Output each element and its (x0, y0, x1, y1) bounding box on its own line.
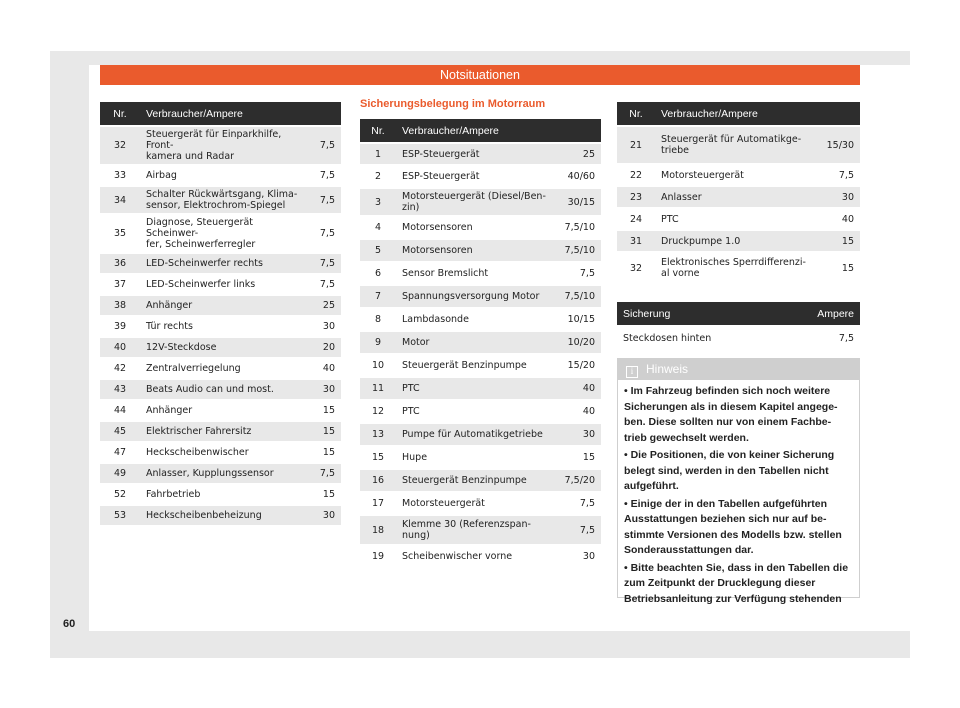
table-row (360, 447, 601, 468)
row-value: 30 (557, 424, 601, 445)
row-value: 10/15 (567, 314, 595, 325)
table-row (360, 217, 601, 238)
row-value: 7,5 (314, 464, 341, 483)
row-number: 45 (100, 422, 140, 441)
row-number: 18 (360, 516, 396, 544)
row-label: Beats Audio can und most. (140, 380, 314, 399)
row-number: 21 (617, 127, 655, 163)
row-label: Fahrbetrieb (146, 489, 201, 500)
row-label: Anlasser (655, 187, 819, 207)
row-value: 7,5/10 (564, 222, 595, 233)
row-value: 7,5 (579, 268, 595, 279)
row-label: Airbag (146, 170, 177, 181)
row-number: 6 (374, 268, 382, 279)
row-value: 15 (314, 422, 341, 441)
table-row (100, 443, 341, 462)
table-row (100, 275, 341, 294)
table-row (360, 332, 601, 353)
row-number: 13 (360, 424, 396, 445)
row-label: Motorsteuergerät (Diesel/Ben- zin) (396, 189, 557, 215)
row-value: 30 (322, 321, 335, 332)
table-row (360, 263, 601, 284)
table-row (100, 166, 341, 185)
note-header (618, 359, 859, 380)
table-row (360, 516, 601, 544)
row-value: 7,5 (579, 498, 595, 509)
row-number: 31 (617, 231, 655, 251)
note-body (618, 380, 859, 607)
row-value: 40 (322, 363, 335, 374)
table-row (100, 338, 341, 357)
row-number: 36 (100, 254, 140, 273)
table-row (617, 231, 860, 251)
column-header-consumer: Verbraucher/Ampere (655, 102, 860, 125)
row-label: PTC (661, 213, 679, 225)
row-number: 47 (113, 447, 127, 458)
table-row (360, 286, 601, 307)
row-number: 35 (113, 228, 127, 239)
row-label: ESP-Steuergerät (402, 171, 480, 182)
row-label: Anhänger (140, 296, 314, 315)
row-label: 12V-Steckdose (140, 338, 314, 357)
row-label: Schalter Rückwärtsgang, Klima- sensor, Elektrochrom-Spiegel (140, 187, 314, 213)
row-value: 7,5 (314, 254, 341, 273)
table-row (360, 309, 601, 330)
row-number: 32 (629, 262, 643, 274)
note-item: • Im Fahrzeug befinden sich noch weitere Sicherungen als in diesem Kapitel angege-ben. Diese sollten nur von einem Fachbe-trieb gewechselt werden. (624, 385, 838, 444)
fuse-table-engine-bay (360, 117, 601, 569)
row-value: 15/30 (819, 127, 860, 163)
row-value: 7,5 (557, 516, 601, 544)
row-label: Sensor Bremslicht (402, 268, 489, 279)
column-header-consumer: Verbraucher/Ampere (396, 119, 601, 142)
row-value: 40 (582, 406, 595, 417)
row-value: 7,5 (319, 228, 335, 239)
row-number: 12 (371, 406, 385, 417)
row-number: 37 (113, 279, 127, 290)
row-number: 17 (371, 498, 385, 509)
fuse-label: Steckdosen hinten (623, 332, 712, 344)
note-title: Hinweis (646, 362, 689, 376)
row-value: 7,5 (319, 170, 335, 181)
row-value: 25 (557, 144, 601, 164)
row-number: 15 (371, 452, 385, 463)
row-label: Pumpe für Automatikgetriebe (396, 424, 557, 445)
row-value: 15 (819, 231, 860, 251)
row-number: 11 (360, 378, 396, 399)
row-value: 40/60 (567, 171, 595, 182)
row-label: Druckpumpe 1.0 (655, 231, 819, 251)
note-item: • Einige der in den Tabellen aufgeführten Ausstattungen beziehen sich nur auf be-stimmte Versionen des Modells bzw. stellen Sonderausstattungen dar. (624, 497, 842, 556)
row-number: 23 (617, 187, 655, 207)
row-value: 7,5/10 (557, 240, 601, 261)
table-row (360, 493, 601, 514)
table-header-row (617, 102, 860, 125)
table-row (360, 378, 601, 399)
row-label: Diagnose, Steuergerät Scheinwer- fer, Scheinwerferregler (146, 217, 256, 250)
row-label: PTC (402, 406, 420, 417)
table-row (100, 380, 341, 399)
row-value: 7,5/20 (557, 470, 601, 491)
row-label: Lambdasonde (402, 314, 469, 325)
note-item: • Die Positionen, die von keiner Sicherung belegt sind, werden in den Tabellen nicht aufgeführt. (624, 449, 835, 492)
row-number: 43 (100, 380, 140, 399)
table-row (360, 470, 601, 491)
row-label: Zentralverriegelung (146, 363, 241, 374)
table-row (617, 187, 860, 207)
row-value: 7,5/10 (557, 286, 601, 307)
row-label: Steuergerät für Automatikge- triebe (655, 127, 819, 163)
table-row (360, 546, 601, 567)
row-label: ESP-Steuergerät (396, 144, 557, 164)
table-row (617, 127, 860, 163)
column-header-nr: Nr. (100, 102, 140, 125)
row-value: 30/15 (557, 189, 601, 215)
row-value: 7,5 (314, 127, 341, 164)
row-number: 38 (100, 296, 140, 315)
row-label: Motorsensoren (396, 240, 557, 261)
column-header-fuse: Sicherung (617, 302, 777, 325)
table-row (100, 187, 341, 213)
table-row (100, 401, 341, 420)
row-value: 25 (314, 296, 341, 315)
row-number: 44 (113, 405, 127, 416)
row-number: 3 (360, 189, 396, 215)
table-row (100, 127, 341, 164)
row-value: 7,5 (838, 169, 854, 181)
row-number: 5 (360, 240, 396, 261)
table-row (100, 422, 341, 441)
row-label: Steuergerät Benzinpumpe (402, 360, 527, 371)
table-header-row (617, 302, 860, 325)
row-value: 30 (314, 380, 341, 399)
row-value: 10/20 (557, 332, 601, 353)
section-title: Sicherungsbelegung im Motorraum (360, 98, 546, 110)
row-label: LED-Scheinwerfer links (146, 279, 256, 290)
row-label: Motorsteuergerät (402, 498, 485, 509)
note-box (617, 358, 860, 605)
table-row (360, 355, 601, 376)
table-row (100, 464, 341, 483)
table-row (100, 215, 341, 252)
row-number: 40 (100, 338, 140, 357)
table-row (360, 144, 601, 164)
row-value: 30 (582, 551, 595, 562)
table-row (100, 506, 341, 525)
row-number: 33 (113, 170, 127, 181)
row-label: Motorsensoren (402, 222, 473, 233)
row-number: 39 (113, 321, 127, 332)
table-row (617, 253, 860, 283)
row-label: Steuergerät Benzinpumpe (396, 470, 557, 491)
row-number: 34 (100, 187, 140, 213)
row-label: Tür rechts (146, 321, 193, 332)
table-row (360, 424, 601, 445)
table-row (360, 240, 601, 261)
fuse-value: 7,5 (838, 332, 854, 344)
row-number: 53 (100, 506, 140, 525)
table-row (360, 166, 601, 187)
table-header-row (360, 119, 601, 142)
row-number: 24 (629, 213, 643, 225)
row-label: PTC (396, 378, 557, 399)
column-header-ampere: Ampere (777, 302, 860, 325)
row-label: Hupe (402, 452, 428, 463)
row-label: Klemme 30 (Referenzspan- nung) (396, 516, 557, 544)
row-number: 7 (360, 286, 396, 307)
row-value: 15 (322, 405, 335, 416)
row-value: 30 (819, 187, 860, 207)
row-label: Elektronisches Sperrdifferenzi- al vorne (661, 257, 806, 279)
info-icon: i (626, 366, 638, 378)
table-row (100, 485, 341, 504)
row-value: 7,5 (314, 187, 341, 213)
row-label: Steuergerät für Einparkhilfe, Front- kamera und Radar (140, 127, 314, 164)
row-label: Heckscheibenbeheizung (140, 506, 314, 525)
page-number: 60 (63, 618, 76, 630)
row-label: Heckscheibenwischer (146, 447, 249, 458)
table-row (100, 359, 341, 378)
column-header-nr: Nr. (617, 102, 655, 125)
row-number: 16 (360, 470, 396, 491)
table-row (360, 189, 601, 215)
row-value: 7,5 (319, 279, 335, 290)
row-number: 8 (374, 314, 382, 325)
row-label: Elektrischer Fahrersitz (140, 422, 314, 441)
row-number: 49 (100, 464, 140, 483)
row-label: Anlasser, Kupplungssensor (140, 464, 314, 483)
row-label: Anhänger (146, 405, 193, 416)
row-number: 32 (100, 127, 140, 164)
row-label: Motor (396, 332, 557, 353)
table-row (617, 327, 860, 349)
table-row (100, 296, 341, 315)
row-label: Spannungsversorgung Motor (396, 286, 557, 307)
fuse-table-left (100, 100, 341, 527)
row-value: 40 (841, 213, 854, 225)
row-number: 1 (360, 144, 396, 164)
row-number: 9 (360, 332, 396, 353)
row-number: 4 (374, 222, 382, 233)
row-value: 15 (322, 489, 335, 500)
row-value: 30 (314, 506, 341, 525)
row-number: 42 (113, 363, 127, 374)
row-value: 40 (557, 378, 601, 399)
row-value: 15 (841, 262, 854, 274)
row-value: 15 (322, 447, 335, 458)
table-row (360, 401, 601, 422)
table-row (100, 317, 341, 336)
row-value: 20 (314, 338, 341, 357)
note-item: • Bitte beachten Sie, dass in den Tabellen die zum Zeitpunkt der Drucklegung dieser Betriebsanleitung zur Verfügung stehenden (624, 561, 849, 605)
table-row (617, 209, 860, 229)
row-number: 52 (113, 489, 127, 500)
row-label: Scheibenwischer vorne (402, 551, 513, 562)
row-value: 15 (582, 452, 595, 463)
table-row (100, 254, 341, 273)
row-label: LED-Scheinwerfer rechts (140, 254, 314, 273)
chapter-banner: Notsituationen (100, 65, 860, 85)
fuse-table-sockets (617, 300, 860, 351)
table-row (617, 165, 860, 185)
column-header-nr: Nr. (360, 119, 396, 142)
row-number: 10 (371, 360, 385, 371)
row-number: 19 (371, 551, 385, 562)
row-value: 15/20 (567, 360, 595, 371)
fuse-table-right (617, 100, 860, 285)
row-number: 2 (374, 171, 382, 182)
row-label: Motorsteuergerät (661, 169, 744, 181)
column-header-consumer: Verbraucher/Ampere (140, 102, 341, 125)
table-header-row (100, 102, 341, 125)
row-number: 22 (629, 169, 643, 181)
